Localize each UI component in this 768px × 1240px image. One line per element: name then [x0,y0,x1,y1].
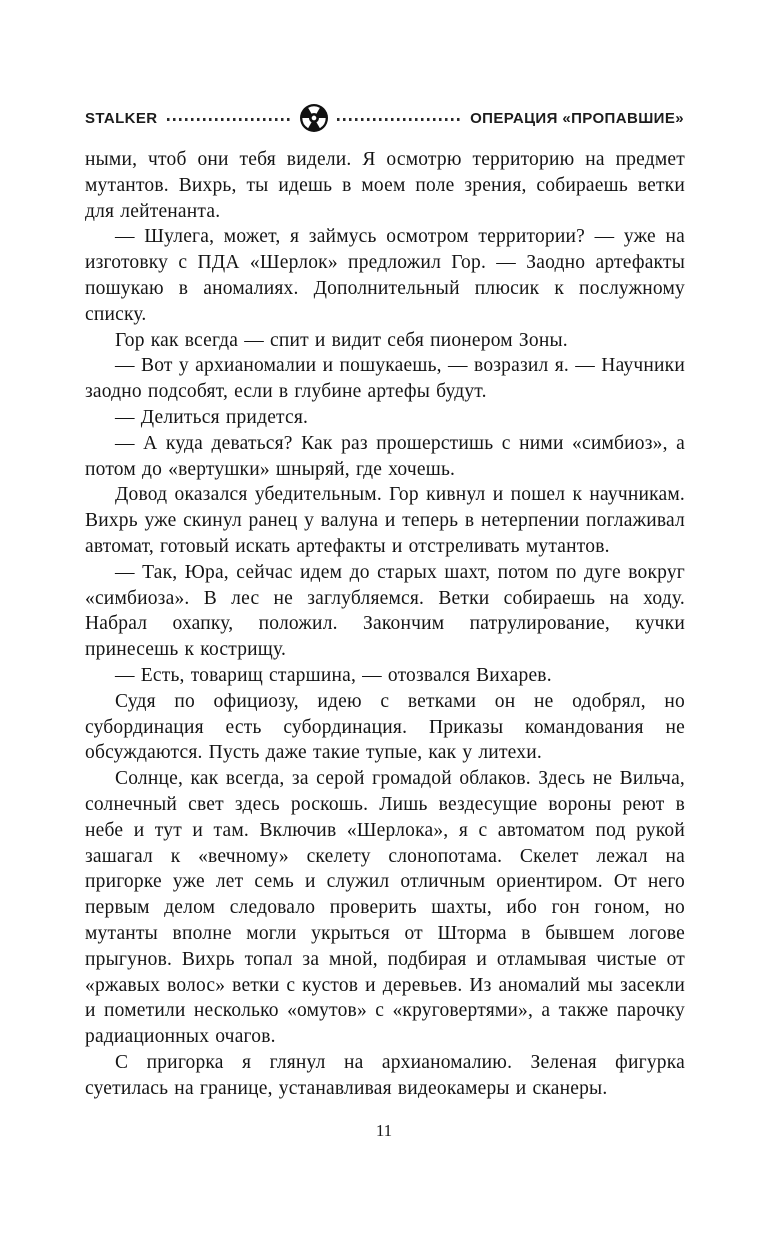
paragraph: — Есть, товарищ старшина, — отозвался Вихарев. [115,664,552,686]
paragraph: — Так, Юра, сейчас идем до старых шахт, потом по дуге вокруг «симбиоза». В лес не заглубляемся. Ветки собираешь на ходу. Набрал охапку, положил. Закончим патрулирование, кучки принесешь к кострищу. [85,561,685,661]
paragraph: — Вот у архианомалии и пошукаешь, — возразил я. — Научники заодно подсобят, если в глубине артефы будут. [85,355,685,403]
header-series-title: STALKER [85,109,158,127]
paragraph: — А куда деваться? Как раз прошерстишь с ними «симбиоз», а потом до «вертушки» шныряй, где хочешь. [85,432,685,480]
paragraph: ными, чтоб они тебя видели. Я осмотрю территорию на предмет мутантов. Вихрь, ты идешь в моем поле зрения, собираешь ветки для лейтенанта. [85,149,685,222]
paragraph: Солнце, как всегда, за серой громадой облаков. Здесь не Вильча, солнечный свет здесь роскошь. Лишь вездесущие вороны реют в небе и тут и там. Включив «Шерлока», я с автоматом под рукой зашагал к «вечному» скелету слонопотама. Скелет лежал на пригорке уже лет семь и служил отличным ориентиром. От него первым делом следовало проверить шахты, ибо гон гоном, но мутанты вполне могли укрыться от Шторма в бывшем логове прыгунов. Вихрь топал за мной, подбирая и отламывая чистые от «ржавых волос» ветки с кустов и деревьев. Из аномалий мы засекли и пометили несколько «омутов» с «круговертями», а также парочку радиационных очагов. [85,768,685,1048]
paragraph: Гор как всегда — спит и видит себя пионером Зоны. [115,329,568,351]
paragraph: С пригорка я глянул на архианомалию. Зеленая фигурка суетилась на границе, устанавливая видеокамеры и сканеры. [85,1051,685,1099]
header-chapter-title: ОПЕРАЦИЯ «ПРОПАВШИЕ» [470,109,684,127]
paragraph: Довод оказался убедительным. Гор кивнул и пошел к научникам. Вихрь уже скинул ранец у валуна и теперь в нетерпении поглаживал автомат, готовый искать артефакты и отстреливать мутантов. [85,484,685,557]
dotted-divider-right [337,118,461,121]
page-body [85,147,685,1101]
paragraph: — Делиться придется. [115,406,309,428]
paragraph: Судя по официозу, идею с ветками он не одобрял, но субординация есть субординация. Приказы командования не обсуждаются. Пусть даже такие тупые, как у литехи. [85,690,685,764]
dotted-divider-left [167,118,291,121]
page-number: 11 [375,1121,393,1140]
page-header [85,104,684,132]
paragraph: — Шулега, может, я займусь осмотром территории? — уже на изготовку с ПДА «Шерлок» предложил Гор. — Заодно артефакты пошукаю в аномалиях. Дополнительный плюсик к послужному списку. [85,226,685,325]
radiation-icon [300,104,328,132]
